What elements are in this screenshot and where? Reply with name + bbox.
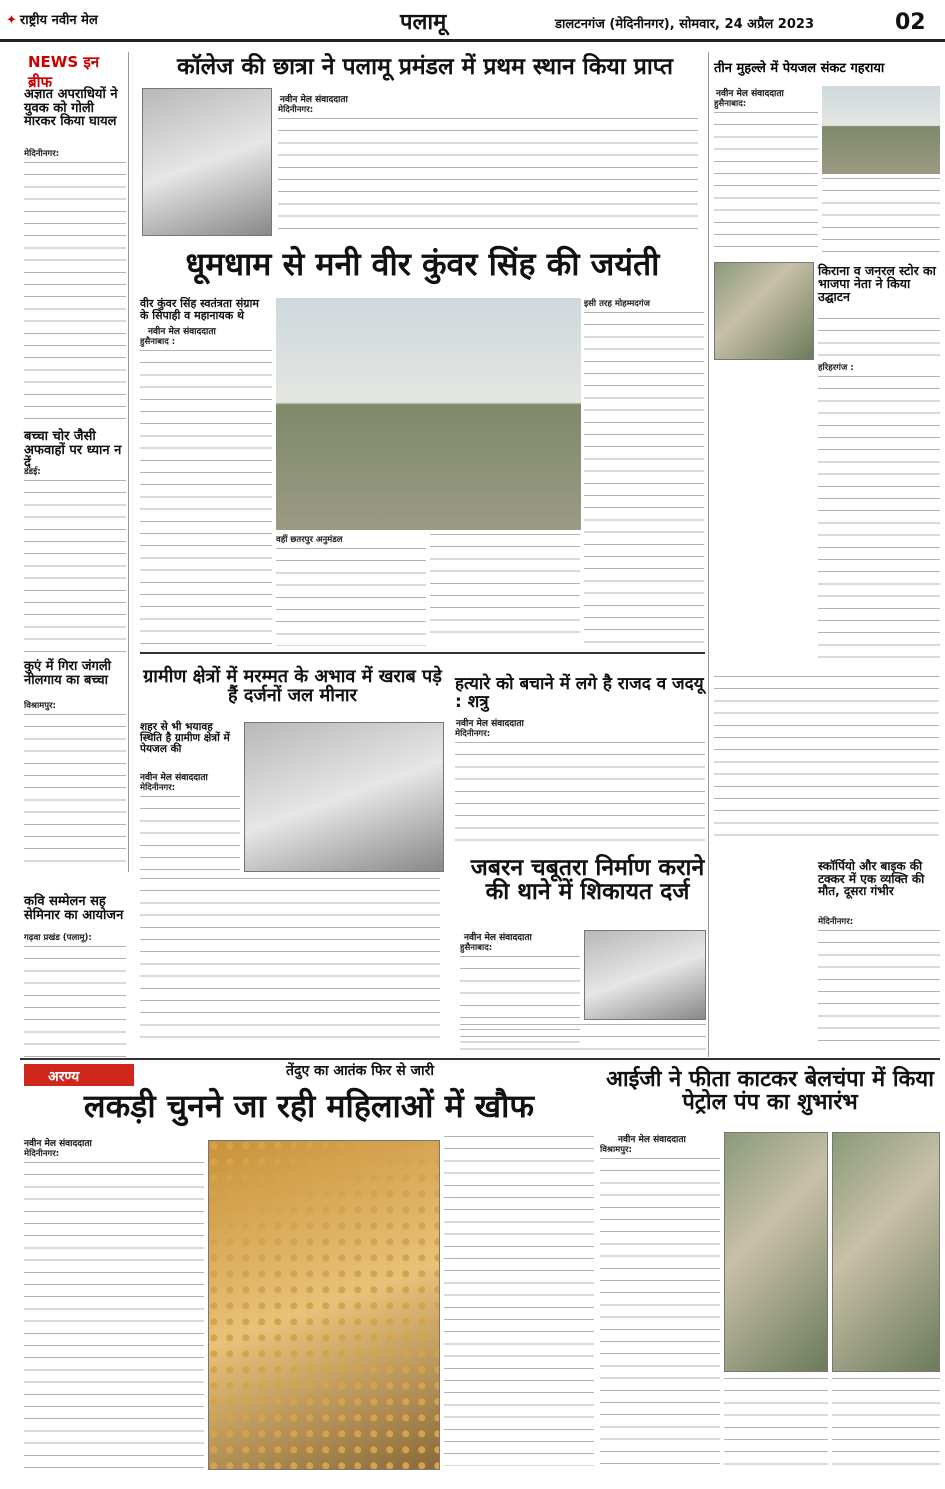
water-tower-headline: ग्रामीण क्षेत्रों में मरम्मत के अभाव में खराब पड़े हैं दर्जनों जल मीनार: [143, 666, 442, 706]
college-body: मेदिनीनगर:: [278, 104, 698, 236]
leopard-body: मेदिनीनगर:: [24, 1148, 204, 1468]
section-tag: अरण्य: [24, 1064, 134, 1086]
rjd-body-2: [714, 676, 939, 846]
water-body: हुसैनाबाद:: [714, 98, 818, 250]
kunwar-subhead: वीर कुंवर सिंह स्वतंत्रता संग्राम के सिपाही व महानायक थे: [140, 297, 259, 322]
chabutra-body-2: [460, 1024, 706, 1052]
bird-logo-icon: ✦: [6, 13, 17, 28]
leopard-byline: नवीन मेल संवाददाता: [24, 1139, 92, 1149]
college-headline: कॉलेज की छात्रा ने पलामू प्रमंडल में प्रथम स्थान किया प्राप्त: [177, 54, 673, 80]
column-rule: [128, 52, 129, 872]
column-rule: [708, 52, 709, 1057]
brief-headline-4: कवि सम्मेलन सह सेमिनार का आयोजन: [24, 894, 124, 923]
brief-body-1: मेदिनीनगर:: [24, 148, 126, 428]
brief-headline-1: अज्ञात अपराधियों ने युवक को गोली मारकर किया घायल: [24, 87, 118, 130]
section-rule: [20, 1058, 940, 1060]
water-photo: [822, 86, 940, 174]
section-title: पलामू: [400, 10, 447, 35]
petrol-photo-2: [832, 1132, 940, 1372]
kunwar-statue-photo: [276, 298, 581, 530]
petrol-byline: नवीन मेल संवाददाता: [618, 1135, 686, 1145]
water-tower-body-2: [140, 878, 440, 1048]
page-number: 02: [895, 10, 926, 35]
kunwar-headline: धूमधाम से मनी वीर कुंवर सिंह की जयंती: [185, 245, 660, 283]
chabutra-body: हुसैनाबाद:: [460, 942, 580, 1052]
petrol-body-2: [724, 1378, 828, 1468]
kirana-body: हरिहरगंज :: [818, 362, 940, 662]
water-tower-byline: नवीन मेल संवाददाता: [140, 773, 208, 783]
section-rule: [140, 652, 705, 654]
college-byline: नवीन मेल संवाददाता: [280, 95, 348, 105]
rjd-byline: नवीन मेल संवाददाता: [456, 719, 524, 729]
leopard-kicker: तेंदुए का आतंक फिर से जारी: [286, 1063, 434, 1079]
scorpio-headline: स्कॉर्पियो और बाइक की टक्कर में एक व्यक्ति की मौत, दूसरा गंभीर: [818, 859, 925, 899]
water-headline: तीन मुहल्ले में पेयजल संकट गहराया: [714, 61, 885, 76]
petrol-photo-1: [724, 1132, 828, 1372]
brief-body-3: विश्रामपुर:: [24, 700, 126, 870]
brief-headline-3: कुएं में गिरा जंगली नीलगाय का बच्चा: [24, 659, 112, 688]
rjd-body: मेदिनीनगर:: [455, 728, 705, 843]
petrol-body-3: [832, 1378, 940, 1468]
petrol-headline: आईजी ने फीता काटकर बेलचंपा में किया पेट्रोल पंप का शुभारंभ: [606, 1067, 934, 1116]
leopard-body-2: [444, 1136, 594, 1468]
kunwar-body: हुसैनाबाद :: [140, 336, 272, 646]
graduation-cap-photo: [142, 88, 272, 236]
kirana-photo: [714, 262, 814, 360]
brief-body-4: गढ़वा प्रखंड (पलामू):: [24, 932, 126, 1092]
masthead: [6, 10, 98, 28]
rjd-headline: हत्यारे को बचाने में लगे है राजद व जदयू : शत्रु: [455, 674, 704, 712]
water-tower-subhead: शहर से भी भयावह स्थिति है ग्रामीण क्षेत्रों में पेयजल की: [140, 721, 230, 756]
chabutra-headline: जबरन चबूतरा निर्माण कराने की थाने में शिकायत दर्ज: [470, 855, 705, 906]
leopard-photo: [208, 1140, 440, 1470]
water-tower-photo: [244, 722, 444, 872]
dateline: डालटनगंज (मेदिनीनगर), सोमवार, 24 अप्रैल 2023: [555, 17, 814, 32]
scorpio-body: मेदिनीनगर:: [818, 916, 940, 1052]
chabutra-byline: नवीन मेल संवाददाता: [464, 933, 532, 943]
kunwar-byline: नवीन मेल संवाददाता: [148, 327, 216, 337]
water-byline: नवीन मेल संवाददाता: [716, 89, 784, 99]
kunwar-body-3: [430, 534, 580, 646]
kunwar-body-4: इसी तरह मोहम्मदगंज: [584, 298, 704, 646]
water-body-2: [822, 178, 940, 258]
kunwar-body-2: वहीं छतरपुर अनुमंडल: [276, 534, 426, 646]
brief-body-2: डंडई:: [24, 466, 126, 656]
kirana-body-top: [818, 318, 940, 358]
kirana-headline: किराना व जनरल स्टोर का भाजपा नेता ने किया उद्घाटन: [818, 263, 936, 305]
brief-headline-2: बच्चा चोर जैसी अफवाहों पर ध्यान न दें: [24, 429, 122, 472]
masthead-title: राष्ट्रीय नवीन मेल: [19, 13, 98, 28]
chabutra-photo: [584, 930, 706, 1020]
leopard-headline: लकड़ी चुनने जा रही महिलाओं में खौफ: [83, 1087, 535, 1125]
petrol-body: विश्रामपुर:: [600, 1144, 720, 1468]
water-tower-body: मेदिनीनगर:: [140, 782, 240, 872]
news-brief-label: NEWS इन ब्रीफ: [28, 53, 100, 91]
